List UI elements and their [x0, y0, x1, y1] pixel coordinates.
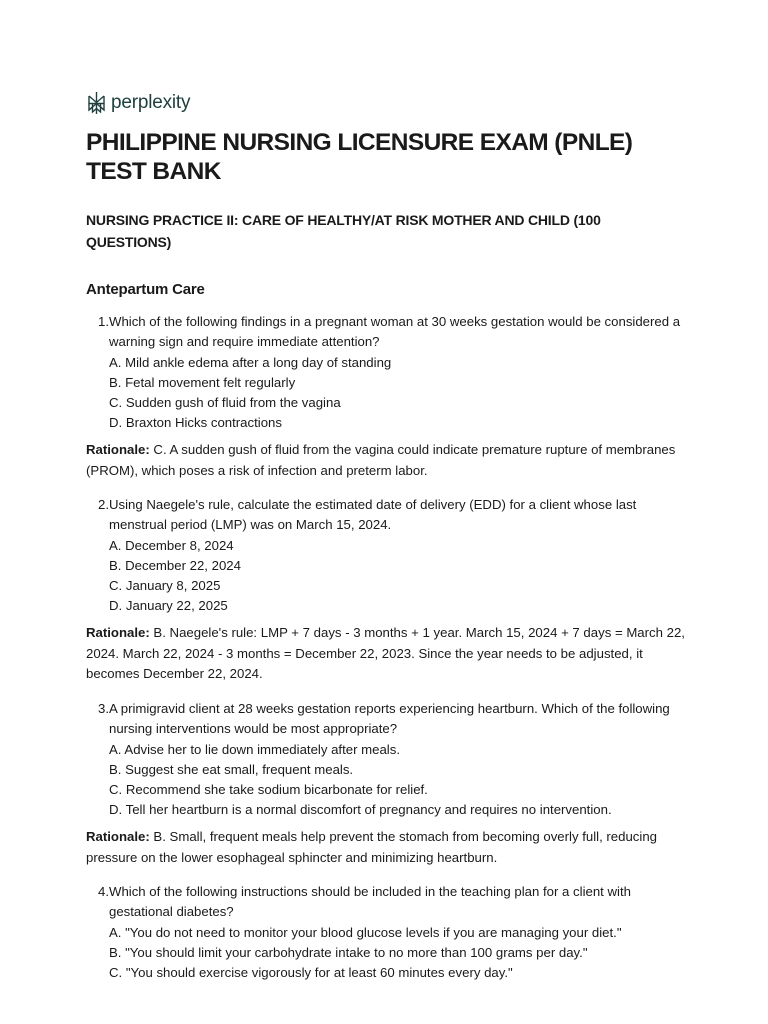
option-a: A. Advise her to lie down immediately after meals. — [109, 741, 400, 757]
question-2 — [86, 495, 696, 617]
rationale-label: Rationale: — [86, 442, 150, 457]
option-b: B. Fetal movement felt regularly — [109, 374, 296, 390]
rationale-text: C. A sudden gush of fluid from the vagina could indicate premature rupture of membranes (PROM), which poses a risk of infection and preterm labor. — [86, 442, 676, 478]
option-d: D. January 22, 2025 — [109, 598, 228, 614]
option-d: D. Tell her heartburn is a normal discomfort of pregnancy and requires no intervention. — [109, 802, 612, 818]
question-number: 1. — [98, 314, 109, 329]
option-b: B. Suggest she eat small, frequent meals. — [109, 761, 354, 777]
logo-text: perplexity — [111, 92, 191, 113]
option-c: C. "You should exercise vigorously for at least 60 minutes every day." — [109, 965, 513, 981]
question-4 — [86, 882, 696, 983]
question-number: 4. — [98, 884, 109, 899]
subsection-title: Antepartum Care — [86, 281, 205, 298]
option-c: C. Recommend she take sodium bicarbonate for relief. — [109, 782, 428, 798]
question-number: 2. — [98, 497, 109, 512]
title-line-1: PHILIPPINE NURSING LICENSURE EXAM (PNLE) — [86, 129, 633, 156]
option-a: A. "You do not need to monitor your blood glucose levels if you are managing your diet." — [109, 924, 622, 940]
option-a: A. December 8, 2024 — [109, 537, 234, 553]
question-text: A primigravid client at 28 weeks gestation reports experiencing heartburn. Which of the following nursing interventions would be most appropriate? — [109, 701, 670, 737]
option-b: B. "You should limit your carbohydrate intake to no more than 100 grams per day." — [109, 944, 588, 960]
option-d: D. Braxton Hicks contractions — [109, 415, 282, 431]
rationale-1 — [86, 440, 696, 481]
rationale-2 — [86, 623, 696, 685]
rationale-text: B. Small, frequent meals help prevent the stomach from becoming overly full, reducing pressure on the lower esophageal sphincter and minimizing heartburn. — [86, 829, 657, 865]
rationale-label: Rationale: — [86, 625, 150, 640]
question-text: Which of the following instructions should be included in the teaching plan for a client with gestational diabetes? — [109, 884, 631, 920]
section-title: NURSING PRACTICE II: CARE OF HEALTHY/AT RISK MOTHER AND CHILD (100 QUESTIONS) — [86, 212, 601, 250]
option-b: B. December 22, 2024 — [109, 557, 241, 573]
question-text: Which of the following findings in a pregnant woman at 30 weeks gestation would be considered a warning sign and require immediate attention? — [109, 314, 681, 350]
rationale-text: B. Naegele's rule: LMP + 7 days - 3 months + 1 year. March 15, 2024 + 7 days = March 22, 2024. March 22, 2024 - 3 months = December 22, 2023. Since the year needs to be adjusted, it becomes December 22, 2024. — [86, 625, 685, 681]
question-text: Using Naegele's rule, calculate the estimated date of delivery (EDD) for a client whose last menstrual period (LMP) was on March 15, 2024. — [109, 497, 637, 533]
perplexity-logo-icon — [86, 91, 107, 115]
rationale-3 — [86, 827, 696, 868]
document-title — [86, 128, 696, 186]
rationale-label: Rationale: — [86, 829, 150, 844]
perplexity-logo — [86, 90, 190, 116]
option-a: A. Mild ankle edema after a long day of standing — [109, 354, 392, 370]
title-line-2: TEST BANK — [86, 158, 221, 185]
question-number: 3. — [98, 701, 109, 716]
option-c: C. Sudden gush of fluid from the vagina — [109, 395, 341, 411]
question-1 — [86, 312, 696, 434]
option-c: C. January 8, 2025 — [109, 578, 221, 594]
question-3 — [86, 699, 696, 821]
